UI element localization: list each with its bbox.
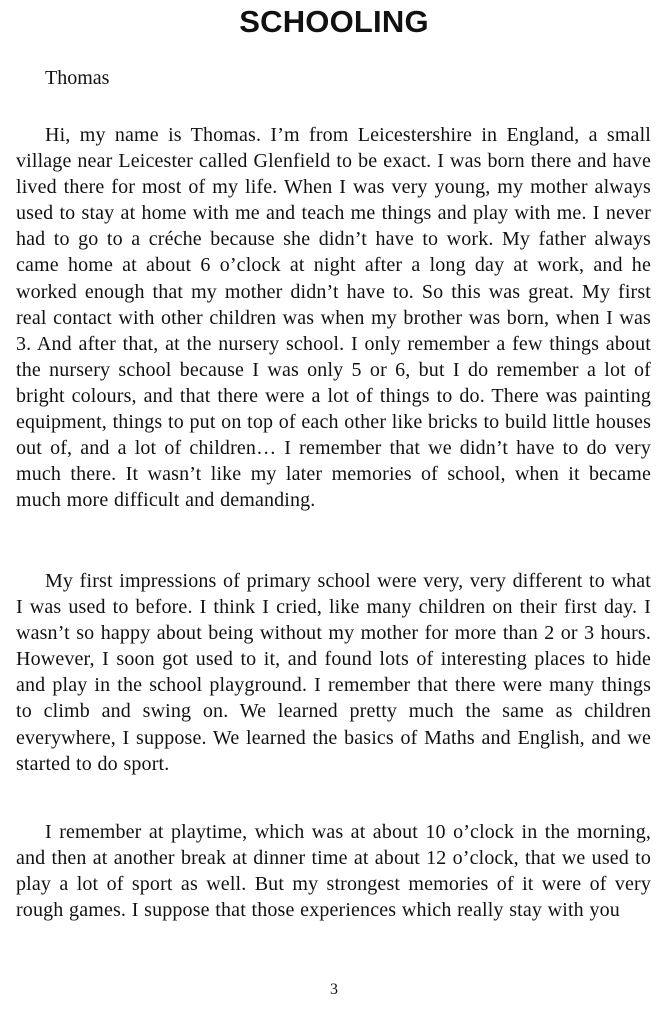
paragraph-3: I remember at playtime, which was at about 10 o’clock in the morning, and then at another break at dinner time at about 12 o’clock, that we used to play a lot of sport as well. But my strongest memories of it were of very rough games. I suppose that those experiences which really stay with you [16, 821, 651, 922]
page-title: SCHOOLING [239, 4, 429, 39]
page-number: 3 [330, 981, 338, 998]
paragraph-1: Hi, my name is Thomas. I’m from Leicestershire in England, a small village near Leicester called Glenfield to be exact. I was born there and have lived there for most of my life. When I was very young, my mother always used to stay at home with me and teach me things and play with me. I never had to go to a créche because she didn’t have to work. My father always came home at about 6 o’clock at night after a long day at work, and he worked enough that my mother didn’t have to. So this was great. My first real contact with other children was when my brother was born, when I was 3. And after that, at the nursery school. I only remember a few things about the nursery school because I was only 5 or 6, but I do remember a lot of bright colours, and that there were a lot of things to do. There was painting equipment, things to put on top of each other like bricks to build little houses out of, and a lot of children… I remember that we didn’t have to do very much there. It wasn’t like my later memories of school, when it became much more difficult and demanding. [16, 124, 652, 512]
speaker-name: Thomas [45, 67, 110, 89]
paragraph-2: My first impressions of primary school were very, very different to what I was used to before. I think I cried, like many children on their first day. I wasn’t so happy about being without my mother for more than 2 or 3 hours. However, I soon got used to it, and found lots of interesting places to hide and play in the school playground. I remember that there were many things to climb and swing on. We learned pretty much the same as children everywhere, I suppose. We learned the basics of Maths and English, and we started to do sport. [16, 570, 651, 775]
